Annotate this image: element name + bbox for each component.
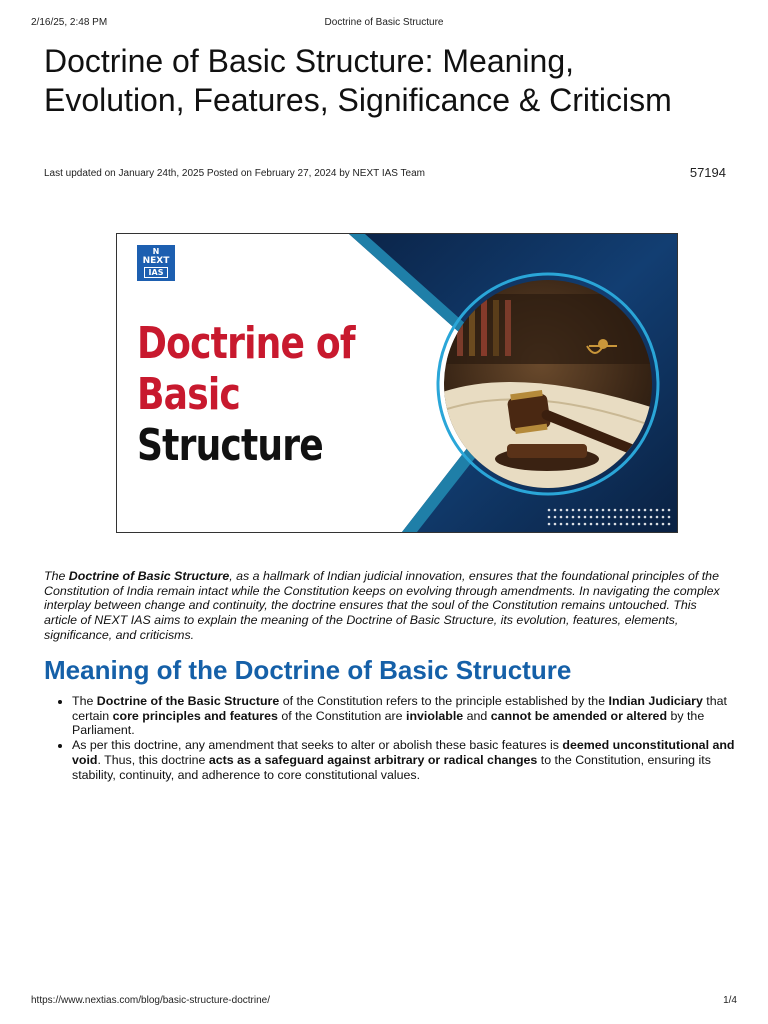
text: and — [463, 708, 491, 723]
text: of the Constitution are — [277, 708, 407, 723]
banner-heading — [137, 318, 355, 471]
meaning-list — [44, 694, 752, 782]
intro-text: The — [44, 569, 69, 583]
article-banner-image — [116, 233, 678, 533]
intro-paragraph — [44, 569, 724, 643]
section-heading: Meaning of the Doctrine of Basic Structure — [44, 655, 572, 685]
text: As per this doctrine, any amendment that seeks to alter or abolish these basic features is — [72, 738, 563, 753]
page-title: Doctrine of Basic Structure: Meaning, Evolution, Features, Significance & Criticism — [44, 43, 672, 118]
article-meta: Last updated on January 24th, 2025 Posted on February 27, 2024 by NEXT IAS Team — [44, 168, 425, 179]
bold-text: cannot be amended or altered — [490, 708, 668, 723]
logo-mark: N — [152, 247, 160, 256]
text: to the Constitution, ensuring its stability, continuity, and adherence to core constitutional values. — [72, 752, 711, 782]
print-doc-title: Doctrine of Basic Structure — [324, 17, 444, 28]
logo-next: NEXT — [142, 256, 170, 266]
intro-text: , as a hallmark of Indian judicial innovation, ensures that the foundational principles of the Constitution of India remain intact while the Constitution keeps on evolving through amendments. In navigating the complex interplay between change and continuity, the doctrine ensures that the soul of the Constitution remains untouched. This article of NEXT IAS aims to explain the meaning of the Doctrine of Basic Structure, its evolution, features, elements, significance, and criticisms. — [44, 569, 720, 642]
text: that certain — [72, 694, 727, 723]
logo-ias: IAS — [144, 267, 168, 278]
bold-text: deemed unconstitutional and void — [72, 738, 735, 767]
bold-text: Indian Judiciary — [608, 694, 703, 708]
print-datetime: 2/16/25, 2:48 PM — [31, 17, 108, 28]
bold-text: acts as a safeguard against arbitrary or radical changes — [208, 752, 538, 767]
banner-line-1: Doctrine of — [137, 318, 355, 369]
intro-bold: Doctrine of Basic Structure — [68, 569, 230, 583]
bold-text: inviolable — [406, 708, 464, 723]
text: The — [72, 694, 97, 708]
text: . Thus, this doctrine — [97, 752, 209, 767]
banner-line-3: Structure — [137, 420, 323, 471]
list-item — [72, 738, 752, 782]
text: by the Parliament. — [72, 708, 705, 738]
bold-text: core principles and features — [112, 708, 278, 723]
view-count: 57194 — [689, 165, 726, 180]
page-number: 1/4 — [723, 995, 737, 1006]
banner-line-2: Basic — [137, 369, 240, 420]
print-footer — [31, 995, 737, 1006]
next-ias-logo — [137, 245, 175, 281]
page-url: https://www.nextias.com/blog/basic-structure-doctrine/ — [31, 995, 270, 1006]
list-item — [72, 694, 752, 738]
bold-text: Doctrine of the Basic Structure — [96, 694, 280, 708]
text: of the Constitution refers to the principle established by the — [279, 694, 609, 708]
